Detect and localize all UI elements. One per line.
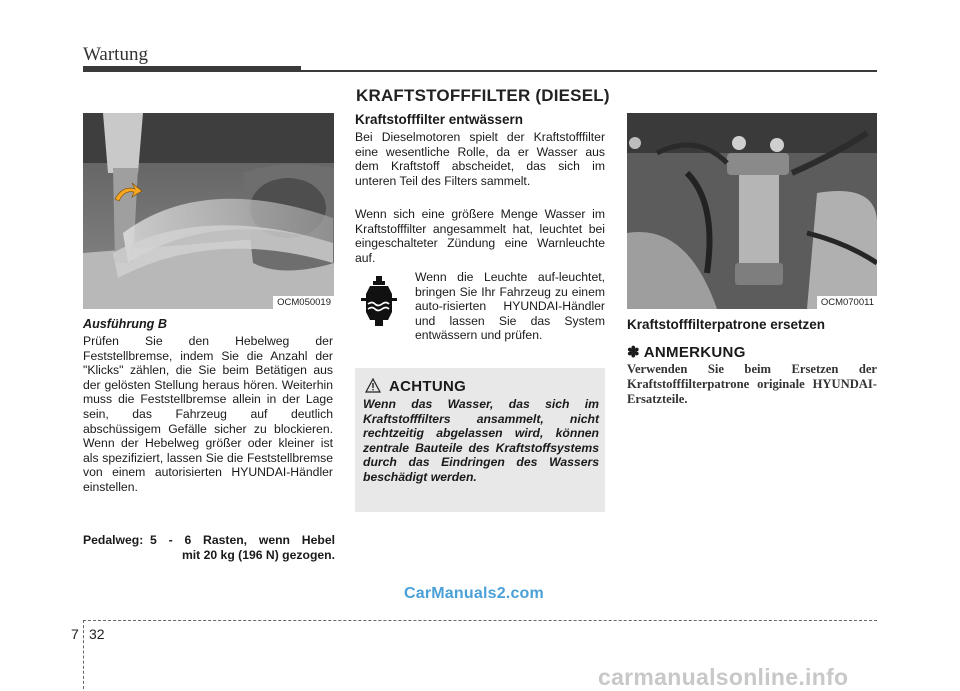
footer-rule: [83, 620, 877, 621]
parking-brake-photo: [83, 113, 334, 309]
note-heading: [627, 343, 746, 361]
chapter-number: 7: [71, 626, 79, 642]
engine-bay-illustration: [627, 113, 877, 309]
warning-body: Wenn das Wasser, das sich im Kraftstofffilters ansammelt, nicht rechtzeitig abgelassen wird, können zentrale Bauteile des Kraftstoffsystems durch das Eindringen des Wassers beschädigt werden.: [363, 397, 599, 484]
drain-heading: Kraftstofffilter entwässern: [355, 112, 524, 127]
section-title: KRAFTSTOFFFILTER (DIESEL): [356, 86, 610, 105]
spec-label: Pedalweg:: [83, 533, 144, 547]
drain-paragraph-2: Wenn sich eine größere Menge Wasser im Kraftstofffilter angesammelt hat, leuchtet bei eingeschalteter Zündung eine Warnleuchte auf.: [355, 207, 605, 265]
parking-brake-text: Prüfen Sie den Hebelweg der Feststellbremse, indem Sie die Anzahl der "Klicks" zählen, die Sie beim Betätigen aus der gelösten Stellung heraus hören. Weiterhin muss die Feststellbremse allein in der Lage sein, das Fahrzeug auf deutlich abschüssigem Gefälle sicher zu blockieren. Wenn der Hebelweg größer oder kleiner ist als spezifiziert, lassen Sie die Feststellbremse von einem autorisierten HYUNDAI-Händler einstellen.: [83, 334, 333, 494]
fuel-water-icon: [361, 276, 397, 330]
icon-instruction: Wenn die Leuchte auf-leuchtet, bringen Sie Ihr Fahrzeug zu einem auto-risierten HYUNDAI-Händler und lassen Sie das System entwässern und prüfen.: [415, 270, 605, 343]
spec-line-1: 5 - 6 Rasten, wenn Hebel: [150, 533, 335, 547]
photo-label: OCM050019: [273, 296, 334, 309]
fuel-filter-photo: [627, 113, 877, 309]
replace-heading: Kraftstofffilterpatrone ersetzen: [627, 317, 826, 332]
travel-spec: [83, 533, 335, 562]
page-header-title: Wartung: [83, 44, 148, 65]
variant-subtitle: Ausführung B: [83, 317, 167, 331]
parking-brake-illustration: [83, 113, 334, 309]
header-rule-thick: [83, 66, 301, 72]
page-number: 32: [89, 626, 105, 642]
note-mark-icon: ✽: [627, 344, 640, 361]
watermark-top[interactable]: CarManuals2.com: [404, 585, 544, 602]
spec-line-2: mit 20 kg (196 N) gezogen.: [181, 547, 335, 562]
note-title: ANMERKUNG: [643, 344, 746, 361]
header-rule-thin: [301, 70, 877, 72]
water-warning-icon: [361, 276, 397, 330]
warning-triangle-icon: [365, 378, 381, 398]
watermark-bottom[interactable]: carmanualsonline.info: [598, 664, 849, 690]
drain-paragraph-1: Bei Dieselmotoren spielt der Kraftstofffilter eine wesentliche Rolle, da er Wasser aus dem Kraftstoff abscheidet, das sich im unteren Teil des Filters sammelt.: [355, 130, 605, 188]
warning-title: ACHTUNG: [389, 378, 467, 395]
footer-vertical-rule: [83, 620, 84, 689]
photo-label: OCM070011: [817, 296, 877, 309]
warning-box: [355, 368, 605, 512]
note-body: Verwenden Sie beim Ersetzen der Kraftstofffilterpatrone originale HYUNDAI-Ersatzteile.: [627, 362, 877, 406]
